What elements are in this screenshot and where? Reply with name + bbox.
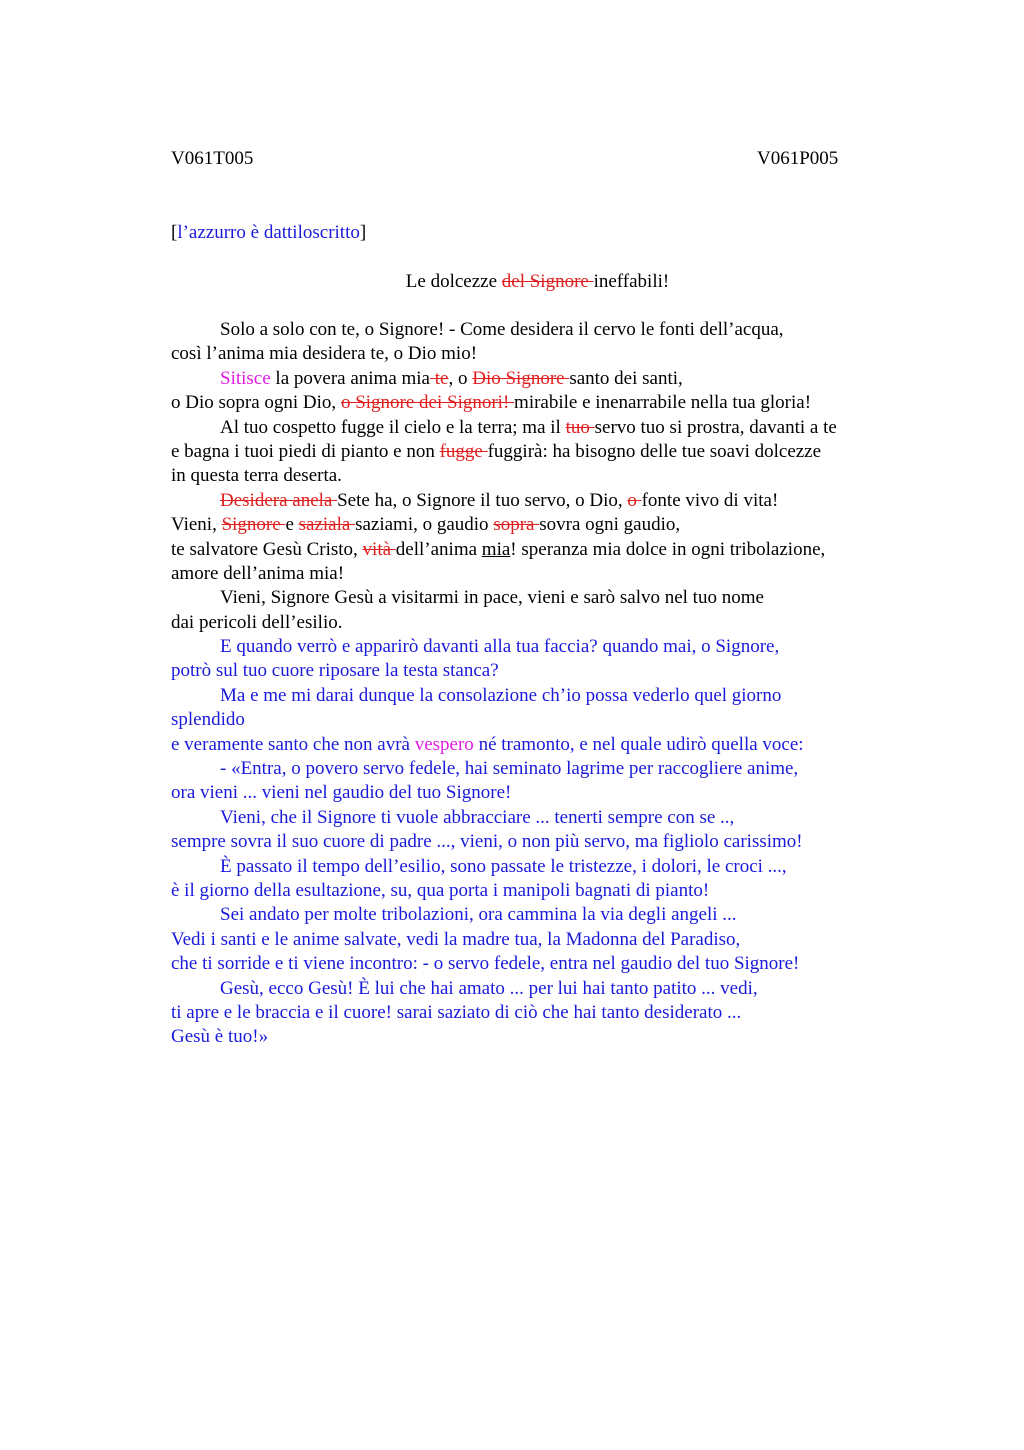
typed-text: e veramente santo che non avrà	[171, 733, 415, 755]
text-line-6	[171, 440, 911, 464]
text-line-24	[171, 879, 911, 903]
poem-title	[0, 270, 1024, 294]
text-line-14	[171, 635, 911, 659]
text-line-26	[171, 928, 911, 952]
deleted-text: Desidera anela	[220, 489, 338, 511]
text-span: e	[285, 514, 299, 536]
text-line-18	[171, 733, 911, 757]
typed-text: è il giorno della esultazione, su, qua porta i manipoli bagnati di pianto!	[171, 879, 710, 901]
deleted-text: Signore	[221, 514, 286, 536]
text-line-10	[171, 538, 911, 562]
text-line-13	[171, 611, 911, 635]
text-line-5	[171, 416, 911, 440]
text-line-15	[171, 659, 911, 683]
text-span: dell’anima	[395, 538, 482, 560]
deleted-text: Dio Signore	[472, 367, 570, 389]
note-open-bracket: [	[171, 222, 178, 243]
deleted-text: tuo	[565, 416, 595, 438]
text-line-27	[171, 952, 911, 976]
text-line-7	[171, 464, 911, 488]
text-line-30	[171, 1025, 911, 1049]
deleted-text: sopra	[493, 514, 540, 536]
text-line-23	[171, 855, 911, 879]
note-close-bracket: ]	[359, 222, 367, 243]
text-span: Al tuo cospetto fugge il cielo e la terra; ma il	[220, 416, 566, 438]
highlighted-word: Sitisce	[220, 367, 271, 389]
deleted-text: o	[627, 489, 642, 511]
text-span: Vieni, Signore Gesù a visitarmi in pace, vieni e sarò salvo nel tuo nome	[220, 587, 764, 609]
text-line-4	[171, 391, 911, 415]
highlighted-word: vespero	[414, 733, 474, 755]
text-line-29	[171, 1001, 911, 1025]
header-left-code: V061T005	[171, 148, 254, 169]
typed-text: E quando verrò e apparirò davanti alla tua faccia? quando mai, o Signore,	[220, 636, 780, 658]
text-line-1	[171, 318, 911, 342]
title-deletion: del Signore	[501, 271, 594, 292]
typed-text: ti apre e le braccia e il cuore! sarai saziato di ciò che hai tanto desiderato ...	[171, 1001, 742, 1023]
typed-text: che ti sorride e ti viene incontro: - o servo fedele, entra nel gaudio del tuo Signore!	[171, 953, 800, 975]
text-span: sovra ogni gaudio,	[539, 514, 681, 536]
text-span: in questa terra deserta.	[171, 465, 342, 487]
deleted-text: fugge	[439, 440, 488, 462]
deleted-text: o Signore dei Signori!	[340, 392, 515, 414]
typed-text: Vedi i santi e le anime salvate, vedi la madre tua, la Madonna del Paradiso,	[171, 928, 741, 950]
text-span: te salvatore Gesù Cristo,	[171, 538, 363, 560]
text-span: saziami, o gaudio	[355, 514, 494, 536]
typed-text: né tramonto, e nel quale udirò quella voce:	[473, 733, 804, 755]
text-line-28	[171, 977, 911, 1001]
text-line-19	[171, 757, 911, 781]
text-line-17	[171, 708, 911, 732]
text-line-9	[171, 513, 911, 537]
text-line-21	[171, 806, 911, 830]
deleted-text: te	[430, 367, 449, 389]
typed-text: sempre sovra il suo cuore di padre ..., vieni, o non più servo, ma figliolo carissimo!	[171, 831, 803, 853]
typed-text: - «Entra, o povero servo fedele, hai seminato lagrime per raccogliere anime,	[220, 758, 799, 780]
header-right-code: V061P005	[757, 148, 839, 169]
deleted-text: saziala	[298, 514, 356, 536]
underlined-word: mia	[481, 538, 511, 560]
text-span: e bagna i tuoi piedi di pianto e non	[171, 440, 440, 462]
text-span: dai pericoli dell’esilio.	[171, 611, 343, 633]
typed-text: Gesù è tuo!»	[171, 1026, 269, 1048]
typed-text: Ma e me mi darai dunque la consolazione ch’io possa vederlo quel giorno	[220, 684, 782, 706]
text-span: amore dell’anima mia!	[171, 562, 345, 584]
typed-text: Sei andato per molte tribolazioni, ora cammina la via degli angeli ...	[220, 904, 737, 926]
text-span: fonte vivo di vita!	[641, 489, 779, 511]
text-line-2	[171, 342, 911, 366]
typed-text: Vieni, che il Signore ti vuole abbracciare ... tenerti sempre con se ..,	[220, 806, 735, 828]
text-span: Sete ha, o Signore il tuo servo, o Dio,	[337, 489, 628, 511]
text-line-3	[171, 367, 911, 391]
typed-text: splendido	[171, 709, 245, 731]
text-span: Vieni,	[171, 514, 222, 536]
title-text: Le dolcezze	[405, 271, 502, 292]
typed-text: Gesù, ecco Gesù! È lui che hai amato ... per lui hai tanto patito ... vedi,	[220, 977, 758, 999]
text-line-11	[171, 562, 911, 586]
text-line-22	[171, 830, 911, 854]
typed-text: potrò sul tuo cuore riposare la testa stanca?	[171, 660, 499, 682]
document-body	[171, 318, 911, 1050]
title-text-end: ineffabili!	[593, 271, 670, 292]
typed-text: È passato il tempo dell’esilio, sono passate le tristezze, i dolori, le croci ...,	[220, 855, 787, 877]
text-span: mirabile e inenarrabile nella tua gloria!	[514, 392, 812, 414]
text-span: servo tuo si prostra, davanti a te	[594, 416, 837, 438]
text-span: , o	[448, 367, 473, 389]
text-span: o Dio sopra ogni Dio,	[171, 392, 341, 414]
typed-text: ora vieni ... vieni nel gaudio del tuo Signore!	[171, 782, 512, 804]
text-line-12	[171, 586, 911, 610]
text-line-16	[171, 684, 911, 708]
text-span: Solo a solo con te, o Signore! - Come desidera il cervo le fonti dell’acqua,	[220, 319, 784, 340]
editorial-note	[171, 221, 366, 245]
text-line-8	[171, 489, 911, 513]
note-text: l’azzurro è dattiloscritto	[177, 222, 360, 243]
text-span: santo dei santi,	[569, 367, 683, 389]
deleted-text: vità	[362, 538, 396, 560]
text-span: la povera anima mia	[270, 367, 430, 389]
text-span: così l’anima mia desidera te, o Dio mio!	[171, 343, 478, 365]
text-span: ! speranza mia dolce in ogni tribolazione,	[510, 538, 826, 560]
text-line-20	[171, 781, 911, 805]
text-span: fuggirà: ha bisogno delle tue soavi dolcezze	[487, 440, 822, 462]
text-line-25	[171, 903, 911, 927]
